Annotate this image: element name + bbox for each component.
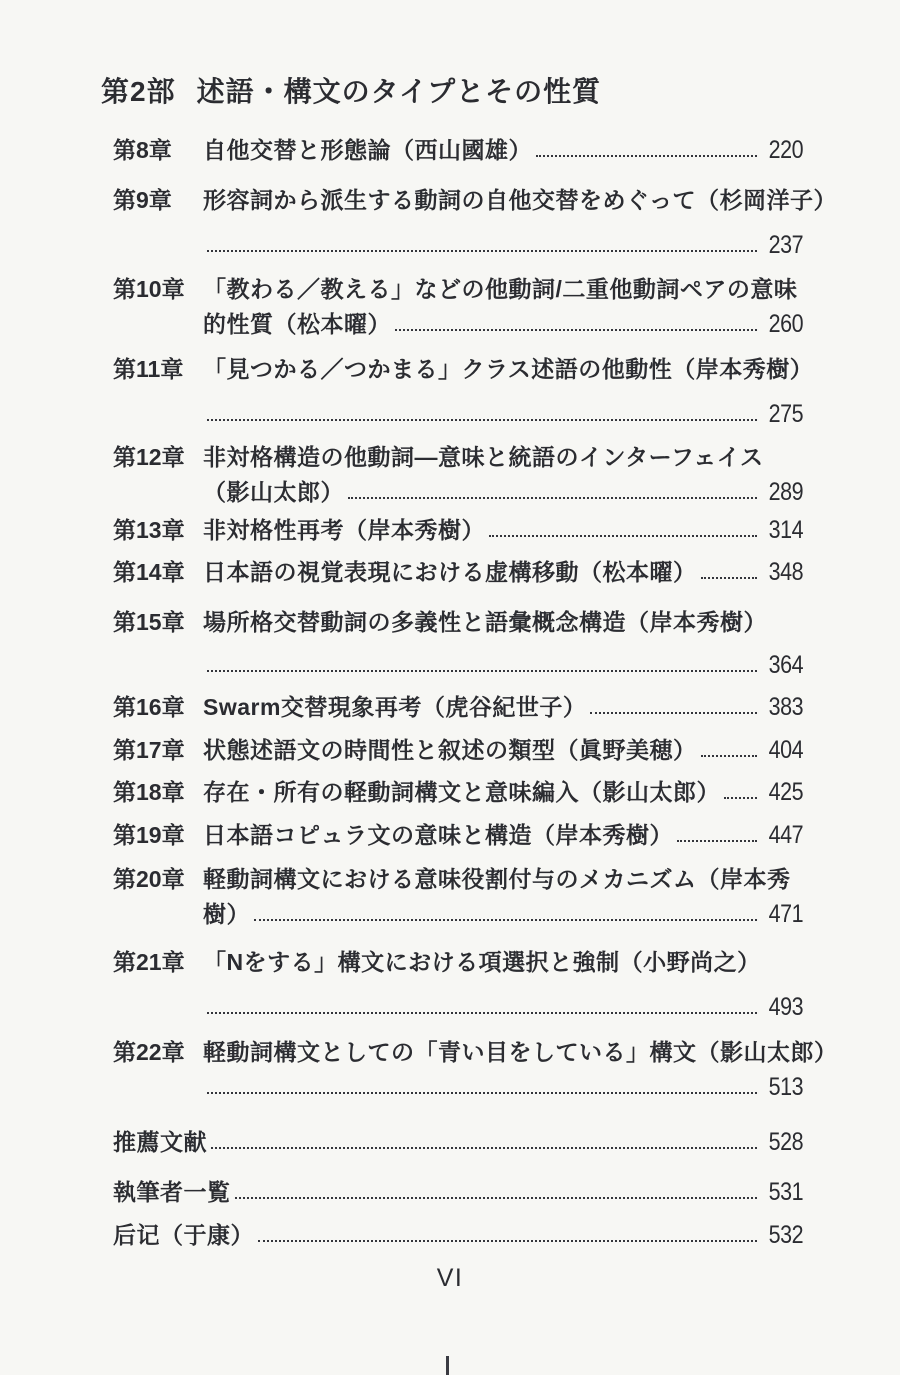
entry-title: 軽動詞構文における意味役割付与のメカニズム（岸本秀 <box>203 866 791 892</box>
dot-leader <box>701 577 757 579</box>
entry-title: 非対格構造の他動詞―意味と統語のインターフェイス <box>203 444 764 470</box>
entry-title: 存在・所有の軽動詞構文と意味編入（影山太郎） <box>203 779 720 805</box>
page-number: 348 <box>768 558 803 586</box>
dot-leader <box>258 1240 757 1242</box>
chapter-number: 第17章 <box>113 737 185 763</box>
dot-leader <box>489 535 757 537</box>
entry-title: 「教わる／教える」などの他動詞/二重他動詞ペアの意味 <box>203 276 798 302</box>
page-number: 289 <box>768 478 803 506</box>
chapter-number: 第12章 <box>113 444 185 470</box>
toc-entry-continuation <box>113 901 803 927</box>
back-matter-entry <box>113 1222 803 1248</box>
entry-title: 執筆者一覧 <box>113 1179 231 1205</box>
entry-title: 后记（于康） <box>113 1222 254 1248</box>
toc-entry <box>113 356 814 382</box>
page-number: 513 <box>768 1073 803 1101</box>
toc-entry <box>113 276 803 302</box>
toc-entry <box>113 444 803 470</box>
chapter-number: 第9章 <box>113 187 172 213</box>
page-number: 493 <box>768 993 803 1021</box>
page-number: 425 <box>768 778 803 806</box>
entry-title: （影山太郎） <box>203 479 344 505</box>
toc-entry <box>113 866 803 892</box>
dot-leader <box>207 1092 757 1094</box>
entry-title: 日本語コピュラ文の意味と構造（岸本秀樹） <box>203 822 673 848</box>
toc-entry <box>113 694 803 720</box>
chapter-number: 第14章 <box>113 559 185 585</box>
entry-title: 的性質（松本曜） <box>203 311 391 337</box>
dot-leader <box>677 840 757 842</box>
page-number: 404 <box>768 736 803 764</box>
scan-artifact-mark <box>446 1356 449 1375</box>
chapter-number: 第19章 <box>113 822 185 848</box>
chapter-number: 第8章 <box>113 137 172 163</box>
toc-entry-continuation <box>113 1074 803 1100</box>
chapter-number: 第10章 <box>113 276 185 302</box>
entry-title: 樹） <box>203 901 250 927</box>
chapter-number: 第11章 <box>113 356 184 382</box>
page-number: 383 <box>768 693 803 721</box>
dot-leader <box>590 712 756 714</box>
page-number: 237 <box>768 231 803 259</box>
page-number: 471 <box>768 900 803 928</box>
toc-entry <box>113 517 803 543</box>
page-number: 314 <box>768 516 803 544</box>
back-matter-entry <box>113 1179 803 1205</box>
toc-entry <box>113 187 838 213</box>
entry-title: 非対格性再考（岸本秀樹） <box>203 517 485 543</box>
toc-entry-continuation <box>113 311 803 337</box>
dot-leader <box>724 797 757 799</box>
dot-leader <box>207 250 757 252</box>
dot-leader <box>207 670 757 672</box>
chapter-number: 第20章 <box>113 866 185 892</box>
toc-entry-continuation <box>113 401 803 427</box>
toc-entry <box>113 949 803 975</box>
entry-title: 日本語の視覚表現における虚構移動（松本曜） <box>203 559 697 585</box>
page-number: 532 <box>768 1221 803 1249</box>
chapter-number: 第13章 <box>113 517 185 543</box>
entry-title: 推薦文献 <box>113 1129 207 1155</box>
folio-page-number: VI <box>436 1264 464 1292</box>
chapter-number: 第18章 <box>113 779 185 805</box>
dot-leader <box>235 1197 757 1199</box>
dot-leader <box>254 919 757 921</box>
page-number: 528 <box>768 1128 803 1156</box>
toc-entry-continuation <box>113 479 803 505</box>
entry-title: 状態述語文の時間性と叙述の類型（眞野美穂） <box>203 737 697 763</box>
table-of-contents <box>113 136 838 1249</box>
toc-entry-continuation <box>113 652 803 678</box>
dot-leader <box>207 419 757 421</box>
toc-entry <box>113 137 803 163</box>
page-number: 364 <box>768 651 803 679</box>
part-title: 述語・構文のタイプとその性質 <box>196 76 602 107</box>
entry-title: 形容詞から派生する動詞の自他交替をめぐって（杉岡洋子） <box>203 187 838 213</box>
part-number: 第2部 <box>101 76 176 107</box>
toc-entry-continuation <box>113 232 803 258</box>
chapter-number: 第21章 <box>113 949 185 975</box>
toc-entry <box>113 737 803 763</box>
toc-entry-continuation <box>113 994 803 1020</box>
dot-leader <box>536 155 757 157</box>
entry-title: 軽動詞構文としての「青い目をしている」構文（影山太郎） <box>203 1039 838 1065</box>
dot-leader <box>211 1147 757 1149</box>
toc-entry <box>113 559 803 585</box>
toc-entry <box>113 609 803 635</box>
entry-title: Swarm交替現象再考（虎谷紀世子） <box>203 694 587 720</box>
page-number: 531 <box>768 1178 803 1206</box>
dot-leader <box>348 497 757 499</box>
chapter-number: 第15章 <box>113 609 185 635</box>
toc-entry <box>113 1039 838 1065</box>
entry-title: 場所格交替動詞の多義性と語彙概念構造（岸本秀樹） <box>203 609 767 635</box>
part-heading <box>0 0 900 110</box>
page-number: 275 <box>768 400 803 428</box>
dot-leader <box>395 329 757 331</box>
page-number: 220 <box>768 136 803 164</box>
entry-title: 「Nをする」構文における項選択と強制（小野尚之） <box>203 949 761 975</box>
back-matter-entry <box>113 1129 803 1155</box>
entry-title: 自他交替と形態論（西山國雄） <box>203 137 532 163</box>
chapter-number: 第22章 <box>113 1039 185 1065</box>
page-number: 260 <box>768 310 803 338</box>
toc-entry <box>113 822 803 848</box>
dot-leader <box>701 755 757 757</box>
toc-entry <box>113 779 803 805</box>
entry-title: 「見つかる／つかまる」クラス述語の他動性（岸本秀樹） <box>203 356 814 382</box>
dot-leader <box>207 1012 757 1014</box>
chapter-number: 第16章 <box>113 694 185 720</box>
page-number: 447 <box>768 821 803 849</box>
